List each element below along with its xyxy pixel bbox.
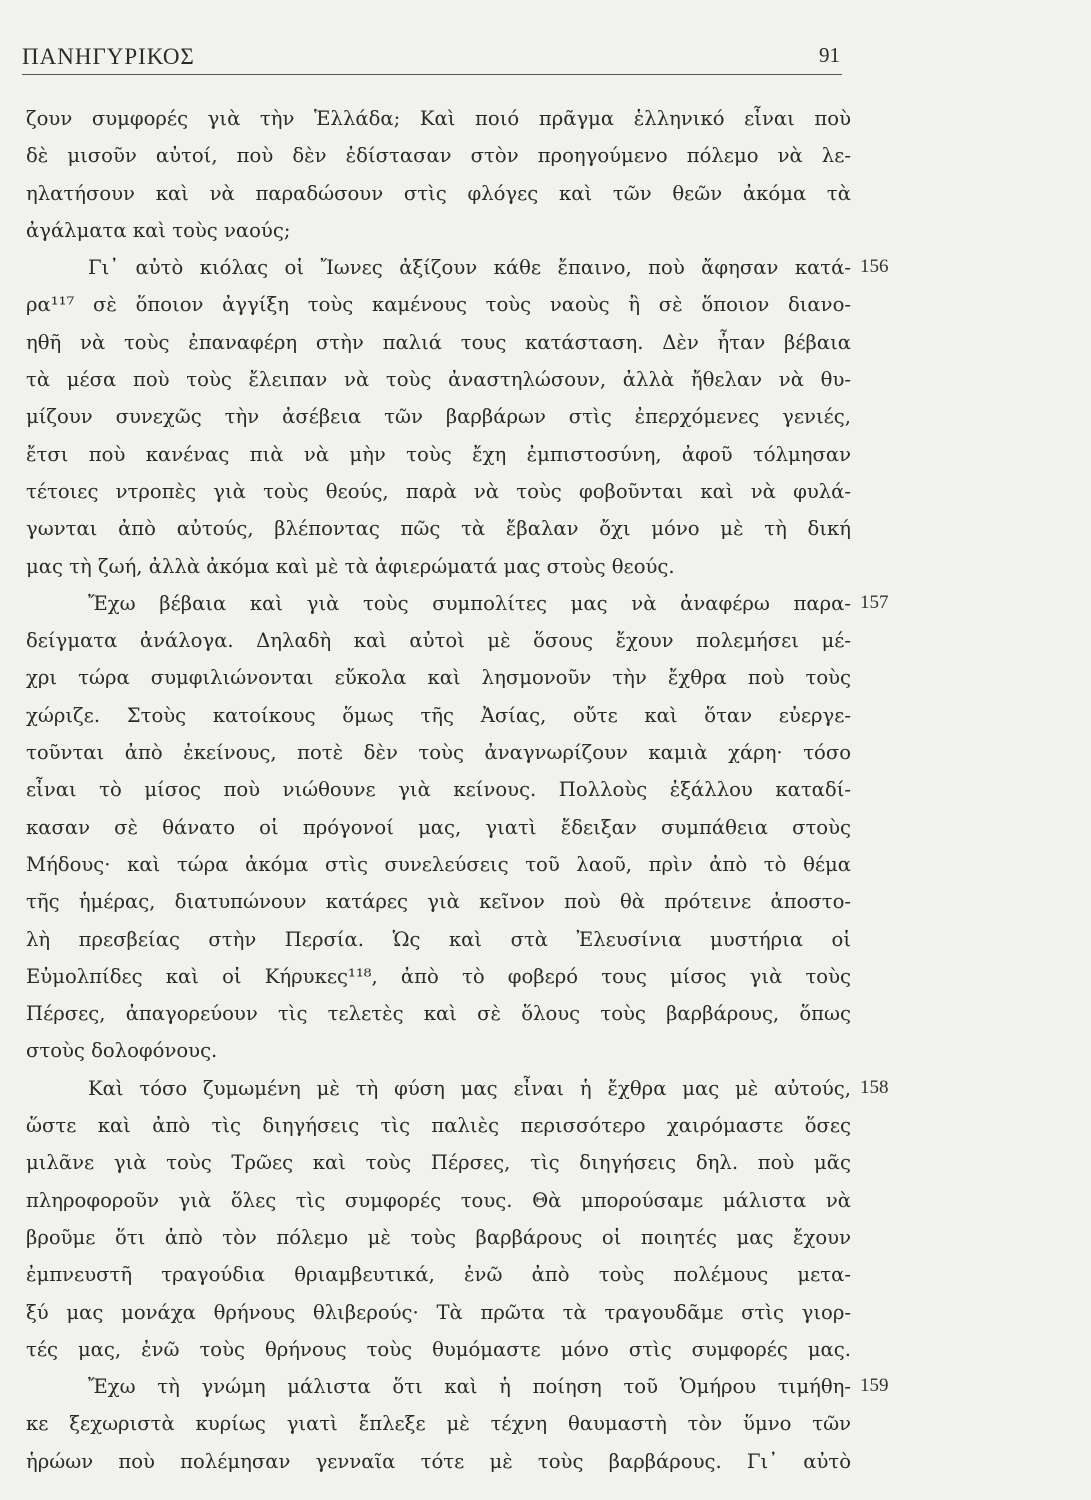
text-line: Γι᾿ αὐτὸ κιόλας οἱ Ἴωνες ἀξίζουν κάθε ἔπαινο, ποὺ ἄφησαν κατά-	[88, 256, 851, 280]
text-line: ἐμπνευστῆ τραγούδια θριαμβευτικά, ἐνῶ ἀπὸ τοὺς πολέμους μετα-	[26, 1263, 851, 1287]
text-line: γωνται ἀπὸ αὐτούς, βλέποντας πῶς τὰ ἔβαλαν ὄχι μόνο μὲ τὴ δική	[26, 517, 851, 541]
text-line: Μήδους· καὶ τώρα ἀκόμα στὶς συνελεύσεις τοῦ λαοῦ, πρὶν ἀπὸ τὸ θέμα	[26, 852, 851, 876]
text-line: Ἔχω βέβαια καὶ γιὰ τοὺς συμπολίτες μας νὰ ἀναφέρω παρα-	[88, 591, 851, 615]
text-line: πληροφοροῦν γιὰ ὅλες τὶς συμφορές τους. Θὰ μπορούσαμε μάλιστα νὰ	[26, 1188, 851, 1212]
text-line: Ἔχω τὴ γνώμη μάλιστα ὅτι καὶ ἡ ποίηση τοῦ Ὁμήρου τιμήθη-	[88, 1375, 851, 1399]
section-number: 159	[860, 1375, 889, 1397]
text-line: Εὐμολπίδες καὶ οἱ Κήρυκες¹¹⁸, ἀπὸ τὸ φοβερό τους μίσος γιὰ τοὺς	[26, 964, 851, 988]
text-line: κασαν σὲ θάνατο οἱ πρόγονοί μας, γιατὶ ἔδειξαν συμπάθεια στοὺς	[26, 815, 851, 839]
text-line: ὥστε καὶ ἀπὸ τὶς διηγήσεις τὶς παλιὲς περισσότερο χαιρόμαστε ὅσες	[26, 1114, 851, 1138]
text-line: τοῦνται ἀπὸ ἐκείνους, ποτὲ δὲν τοὺς ἀναγνωρίζουν καμιὰ χάρη· τόσο	[26, 741, 851, 765]
section-number: 158	[860, 1076, 889, 1098]
section-number: 156	[860, 256, 889, 278]
text-line: ηθῆ νὰ τοὺς ἐπαναφέρη στὴν παλιά τους κατάσταση. Δὲν ἦταν βέβαια	[26, 330, 851, 354]
text-line: χώριζε. Στοὺς κατοίκους ὅμως τῆς Ἀσίας, οὔτε καὶ ὅταν εὐεργε-	[26, 703, 851, 727]
text-line: δὲ μισοῦν αὐτοί, ποὺ δὲν ἐδίστασαν στὸν προηγούμενο πόλεμο νὰ λε-	[26, 144, 851, 168]
text-line: ξύ μας μονάχα θρήνους θλιβερούς· Τὰ πρῶτα τὰ τραγουδᾶμε στὶς γιορ-	[26, 1300, 851, 1324]
text-line: εἶναι τὸ μίσος ποὺ νιώθουνε γιὰ κείνους. Πολλοὺς ἐξάλλου καταδί-	[26, 778, 851, 802]
text-line: στοὺς δολοφόνους.	[26, 1039, 218, 1063]
text-line: τὰ μέσα ποὺ τοὺς ἔλειπαν νὰ τοὺς ἀναστηλώσουν, ἀλλὰ ἤθελαν νὰ θυ-	[26, 368, 851, 392]
page-number: 91	[819, 43, 840, 67]
text-line: βροῦμε ὅτι ἀπὸ τὸν πόλεμο μὲ τοὺς βαρβάρους οἱ ποιητές μας ἔχουν	[26, 1225, 851, 1249]
text-line: ηλατήσουν καὶ νὰ παραδώσουν στὶς φλόγες καὶ τῶν θεῶν ἀκόμα τὰ	[26, 181, 851, 205]
body-text	[26, 100, 851, 1480]
text-line: ἡρώων ποὺ πολέμησαν γενναῖα τότε μὲ τοὺς βαρβάρους. Γι᾿ αὐτὸ	[26, 1449, 851, 1473]
text-line: τῆς ἡμέρας, διατυπώνουν κατάρες γιὰ κεῖνον ποὺ θὰ πρότεινε ἀποστο-	[26, 890, 851, 914]
text-line: μιλᾶνε γιὰ τοὺς Τρῶες καὶ τοὺς Πέρσες, τὶς διηγήσεις δηλ. ποὺ μᾶς	[26, 1151, 851, 1175]
text-line: τέτοιες ντροπὲς γιὰ τοὺς θεούς, παρὰ νὰ τοὺς φοβοῦνται καὶ νὰ φυλά-	[26, 479, 851, 503]
text-line: ἀγάλματα καὶ τοὺς ναούς;	[26, 218, 291, 242]
text-line: λὴ πρεσβείας στὴν Περσία. Ὡς καὶ στὰ Ἐλευσίνια μυστήρια οἱ	[26, 927, 851, 951]
running-head-title: ΠΑΝΗΓΥΡΙΚΟΣ	[22, 44, 195, 69]
running-head	[22, 34, 842, 75]
text-line: Καὶ τόσο ζυμωμένη μὲ τὴ φύση μας εἶναι ἡ ἔχθρα μας μὲ αὐτούς,	[88, 1076, 851, 1100]
text-line: μίζουν συνεχῶς τὴν ἀσέβεια τῶν βαρβάρων στὶς ἐπερχόμενες γενιές,	[26, 405, 851, 429]
text-line: κε ξεχωριστὰ κυρίως γιατὶ ἔπλεξε μὲ τέχνη θαυμαστὴ τὸν ὕμνο τῶν	[26, 1412, 851, 1436]
text-line: δείγματα ἀνάλογα. Δηλαδὴ καὶ αὐτοὶ μὲ ὅσους ἔχουν πολεμήσει μέ-	[26, 629, 851, 653]
text-line: τές μας, ἐνῶ τοὺς θρήνους τοὺς θυμόμαστε μόνο στὶς συμφορές μας.	[26, 1337, 851, 1361]
text-line: ζουν συμφορές γιὰ τὴν Ἑλλάδα; Καὶ ποιό πρᾶγμα ἑλληνικό εἶναι ποὺ	[26, 107, 851, 130]
text-line: ἔτσι ποὺ κανένας πιὰ νὰ μὴν τοὺς ἔχη ἐμπιστοσύνη, ἀφοῦ τόλμησαν	[26, 442, 851, 466]
text-line: ρα¹¹⁷ σὲ ὅποιον ἀγγίξη τοὺς καμένους τοὺς ναοὺς ἢ σὲ ὅποιον διανο-	[26, 293, 851, 317]
text-line: μας τὴ ζωή, ἀλλὰ ἀκόμα καὶ μὲ τὰ ἀφιερώματά μας στοὺς θεούς.	[26, 554, 675, 578]
text-line: Πέρσες, ἀπαγορεύουν τὶς τελετὲς καὶ σὲ ὅλους τοὺς βαρβάρους, ὅπως	[26, 1002, 851, 1026]
text-line: χρι τώρα συμφιλιώνονται εὔκολα καὶ λησμονοῦν τὴν ἔχθρα ποὺ τοὺς	[26, 666, 851, 690]
section-number: 157	[860, 591, 889, 613]
